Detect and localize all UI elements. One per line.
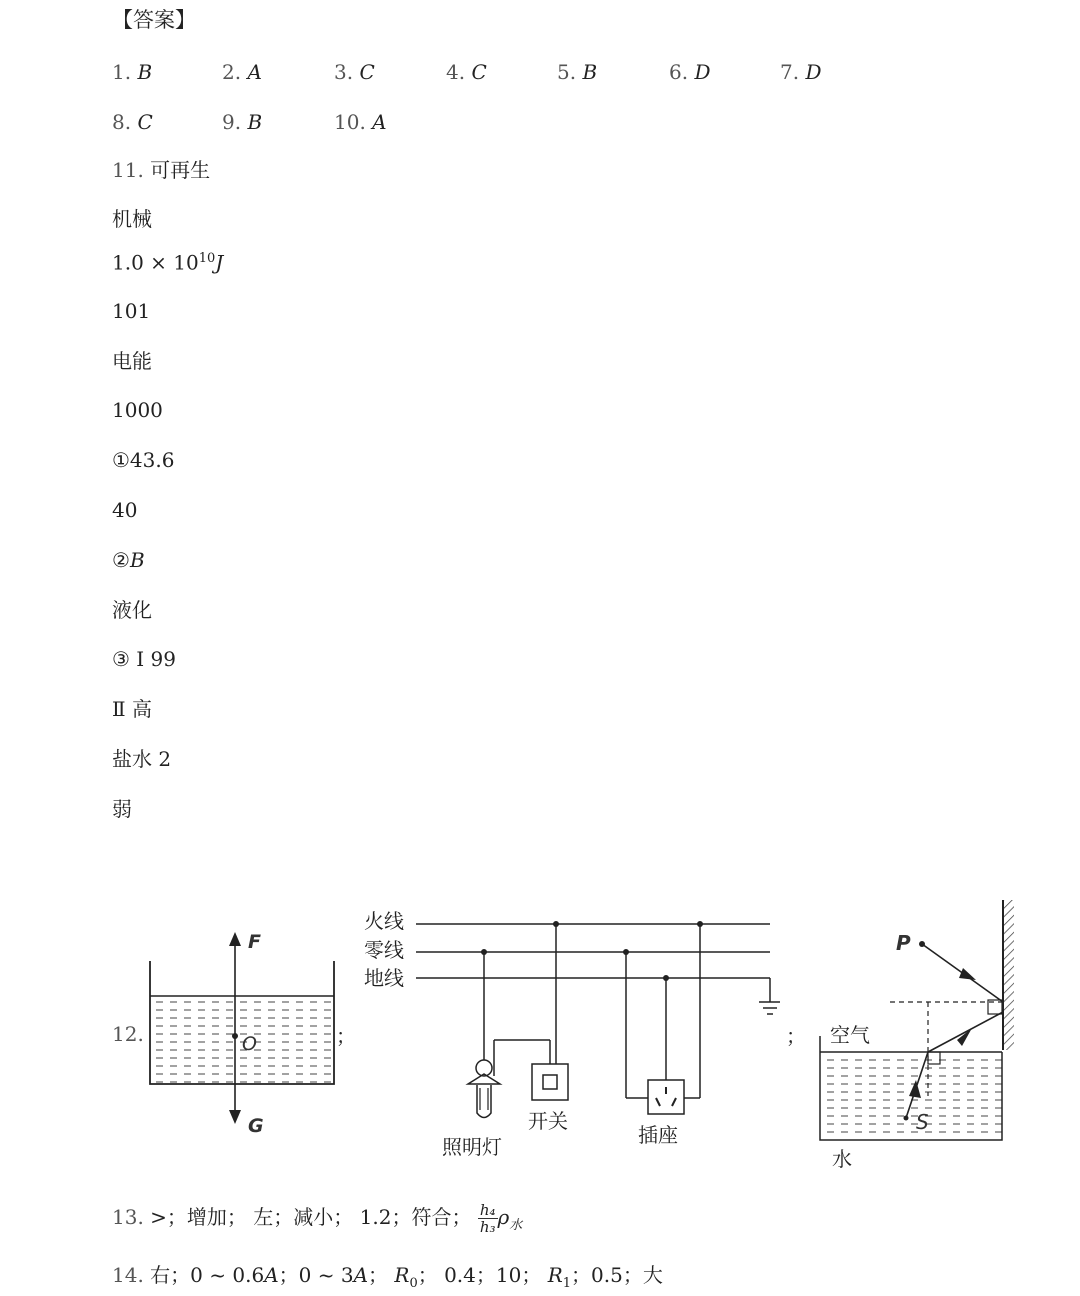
choice-item: 5. B xyxy=(557,60,598,84)
answer-header: 【答案】 xyxy=(112,8,196,32)
choice-item: 10. A xyxy=(334,110,387,134)
q11-line: 101 xyxy=(112,299,151,323)
point-s xyxy=(904,1116,909,1121)
choice-item: 9. B xyxy=(222,110,263,134)
choice-item: 8. C xyxy=(112,110,153,134)
choice-item: 6. D xyxy=(669,60,711,84)
choice-item: 4. C xyxy=(446,60,487,84)
refracted-ray xyxy=(928,1012,1003,1052)
arrow-down-icon xyxy=(229,1110,241,1124)
switch-icon xyxy=(532,1064,568,1100)
fraction: $\frac{\text{h₄}}{\text{h₃}}$ xyxy=(479,1201,496,1236)
q11-line: 盐水 2 xyxy=(112,747,172,771)
ground-wire-label: 地线 xyxy=(364,966,404,990)
q11-energy-line: $1.0 \times 10^{10}J$ xyxy=(112,250,224,275)
live-wire-label: 火线 xyxy=(364,909,404,933)
mirror-hatching xyxy=(1004,900,1014,1050)
q14-line: 14. 右；0 ~ 0.6A；0 ~ 3A； $R_0$； 0.4；10； $R_1$；0.5；大 xyxy=(112,1263,663,1291)
q11-line: 1000 xyxy=(112,398,163,422)
circuit-diagram xyxy=(360,900,780,1165)
center-o-label: O xyxy=(242,1033,257,1055)
q11-line: ③ Ⅰ 99 xyxy=(112,647,176,671)
water-label: 水 xyxy=(832,1147,852,1171)
neutral-wire-label: 零线 xyxy=(364,938,404,962)
switch-label: 开关 xyxy=(528,1109,568,1133)
socket-icon xyxy=(648,1080,684,1114)
point-p xyxy=(919,941,925,947)
q11-line: 弱 xyxy=(112,797,132,821)
force-f-label: F xyxy=(248,931,261,953)
arrow-right-icon xyxy=(957,1028,972,1046)
choice-item: 1. B xyxy=(112,60,153,84)
arrow-up-icon xyxy=(229,932,241,946)
q12-label: 12. xyxy=(112,1022,144,1046)
q11-first-line: 11. 可再生 xyxy=(112,158,211,182)
choice-item: 2. A xyxy=(222,60,262,84)
lamp-label: 照明灯 xyxy=(442,1135,502,1159)
buoyancy-diagram xyxy=(140,926,340,1141)
air-label: 空气 xyxy=(830,1023,870,1047)
q11-line: 电能 xyxy=(112,349,152,373)
choice-item: 7. D xyxy=(780,60,822,84)
center-point xyxy=(232,1033,238,1039)
choice-item: 3. C xyxy=(334,60,375,84)
q13-line: 13. >；增加； 左；减小； 1.2；符合； $\frac{\text{h₄}}{\text{h₃}}$ $\rho_水$ xyxy=(112,1201,523,1236)
optics-diagram xyxy=(812,896,1024,1176)
force-g-label: G xyxy=(248,1115,264,1137)
socket-label: 插座 xyxy=(638,1123,678,1147)
q11-line: 机械 xyxy=(112,207,152,231)
q12-separator: ； xyxy=(786,1024,806,1048)
arrow-left-icon xyxy=(959,968,976,980)
q11-line: ①43.6 xyxy=(112,448,175,472)
q12-separator: ； xyxy=(336,1024,356,1048)
point-s-label: S xyxy=(916,1110,929,1134)
lamp-icon xyxy=(468,1060,500,1118)
q11-circle2-line: ②B xyxy=(112,548,145,572)
point-p-label: P xyxy=(896,931,911,955)
q11-line: Ⅱ 高 xyxy=(112,697,152,721)
q11-line: 液化 xyxy=(112,598,152,622)
q11-line: 40 xyxy=(112,498,138,522)
